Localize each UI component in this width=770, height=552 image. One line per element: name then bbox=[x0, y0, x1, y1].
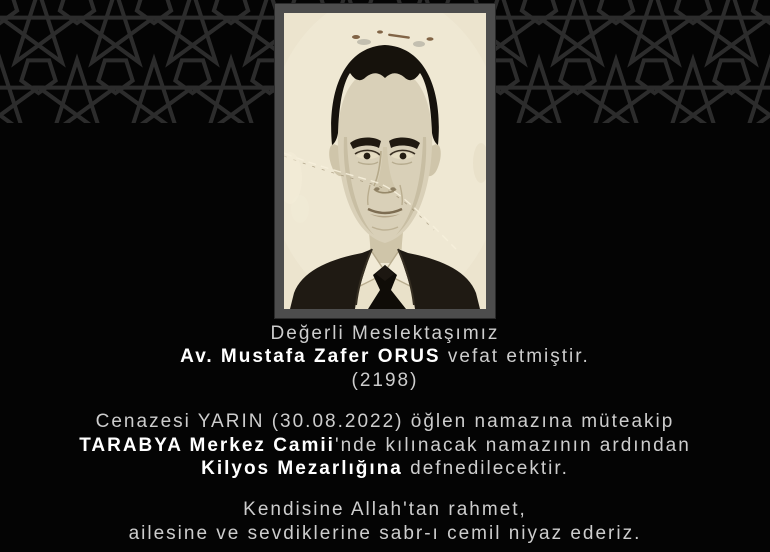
registry-line bbox=[0, 369, 770, 392]
announcement-text bbox=[0, 322, 770, 552]
intro-text: Değerli Meslektaşımız bbox=[270, 323, 500, 344]
condolence-line-2 bbox=[0, 522, 770, 545]
condolence-line-1 bbox=[0, 498, 770, 521]
registry-number: (2198) bbox=[351, 369, 419, 391]
condolence-text-2: ailesine ve sevdiklerine sabr-ı cemil niyaz ederiz. bbox=[128, 522, 642, 544]
photo-frame bbox=[275, 4, 495, 318]
condolence-block bbox=[0, 498, 770, 545]
after-mosque-text: 'nde kılınacak namazının ardından bbox=[334, 434, 691, 456]
mosque-name: TARABYA Merkez Camii bbox=[79, 434, 335, 456]
funeral-line1-text: Cenazesi YARIN (30.08.2022) öğlen namazına müteakip bbox=[95, 411, 675, 433]
cemetery-name: Kilyos Mezarlığına bbox=[201, 458, 403, 480]
funeral-line-1 bbox=[0, 410, 770, 433]
funeral-line-3 bbox=[0, 457, 770, 480]
deceased-portrait-photo bbox=[284, 13, 486, 309]
intro-line bbox=[0, 322, 770, 345]
condolence-text-1: Kendisine Allah'tan rahmet, bbox=[243, 499, 527, 521]
after-cemetery-text: defnedilecektir. bbox=[402, 458, 569, 480]
name-line bbox=[0, 345, 770, 368]
deceased-block bbox=[0, 322, 770, 392]
after-name-text: vefat etmiştir. bbox=[440, 346, 590, 368]
deceased-name: Av. Mustafa Zafer ORUS bbox=[180, 346, 441, 368]
funeral-line-2 bbox=[0, 434, 770, 457]
funeral-block bbox=[0, 410, 770, 480]
